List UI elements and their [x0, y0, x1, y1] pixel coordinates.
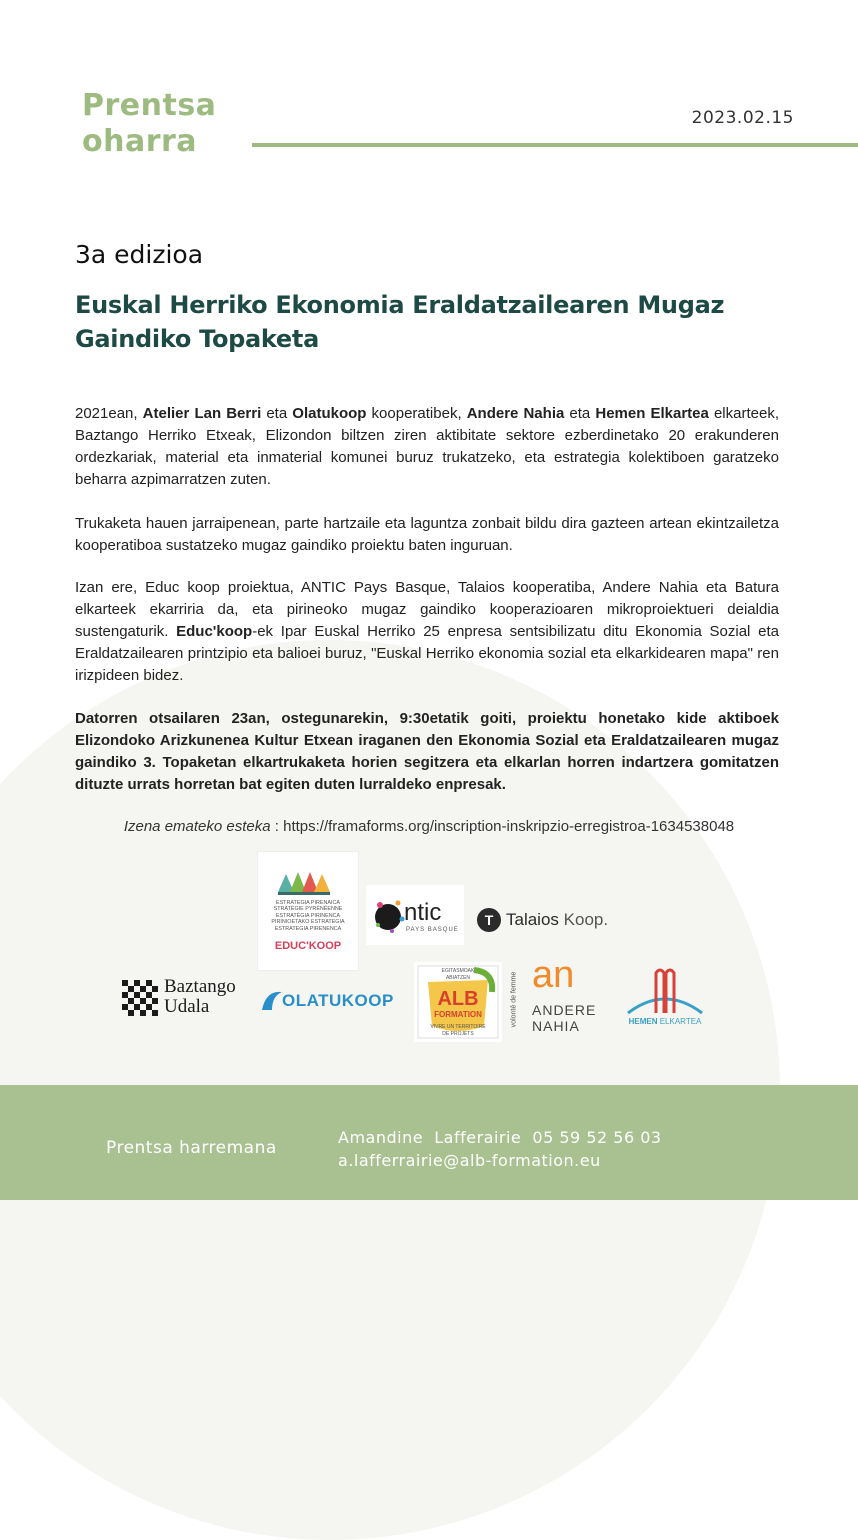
hemen-bold: HEMEN — [628, 1017, 658, 1026]
p1-text: eta — [564, 405, 596, 422]
andere-line-1: ANDERE — [532, 1002, 597, 1018]
andere-vertical: volonté de femme — [510, 971, 518, 1028]
andere-line-2: NAHIA — [532, 1018, 580, 1034]
title-line-2: oharra — [82, 124, 198, 159]
heading-line-2: Gaindiko Topaketa — [75, 325, 319, 353]
alb-sub: FORMATION — [434, 1010, 482, 1019]
educ-line: ESTRATÈGIA PIRINENCA — [275, 912, 341, 919]
baztango-udala-logo — [120, 975, 260, 1025]
p3-text: -ek Ipar Euskal Herriko 25 enpresa sentsibilizatu ditu Ekonomia Sozial eta Eraldatzailearen printzipio eta balioei buruz, "Euskal Herriko ekonomia sozial eta elkarkidearen mapa" ren irizpideen bidez. — [75, 623, 779, 684]
main-heading — [75, 288, 775, 356]
alb-name: ALB — [437, 988, 479, 1010]
talaios-suffix: Koop. — [558, 910, 609, 929]
p1-text: kooperatibek, — [366, 405, 467, 422]
baztan-checkered-icon — [122, 980, 158, 1020]
paragraph-1 — [75, 403, 779, 491]
p3-bold-educkoop: Educ'koop — [176, 623, 253, 640]
footer-contact — [338, 1126, 662, 1172]
p3-text: Izan ere, Educ koop proiektua, ANTIC Pays Basque, Talaios kooperatiba, Andere Nahia eta Batura elkarteek ekarriria da, eta pirineoko mugaz gaindiko kooperazioaren mikroproiektueri deialdia sustengaturik. — [75, 579, 779, 640]
contact-email[interactable]: a.lafferrairie@alb-formation.eu — [338, 1151, 601, 1170]
paragraph-3 — [75, 577, 779, 687]
antic-name: ntic — [404, 899, 442, 926]
svg-text:T: T — [484, 912, 494, 928]
alb-arc-3: VIVRE UN TERRITOIRE — [430, 1024, 486, 1030]
edition-label: 3a edizioa — [75, 240, 204, 269]
talaios-icon — [476, 907, 502, 933]
p1-bold-andere: Andere Nahia — [466, 405, 565, 422]
hemen-arches-icon — [620, 965, 710, 1015]
educ-line: ESTRATEGIA PIRENENCA — [274, 925, 342, 932]
alb-arc-1: EGITASMOAK — [441, 968, 475, 974]
talaios-name: Talaios — [506, 910, 559, 929]
registration-link-line — [0, 818, 858, 835]
educ-line: STRATÉGIE PYRÉNÉENNE — [273, 906, 343, 913]
link-separator: : — [270, 818, 284, 835]
hemen-rest: ELKARTEA — [657, 1017, 702, 1026]
paragraph-4: Datorren otsailaren 23an, ostegunarekin, 9:30etatik goiti, proiektu honetako kide aktiboek Elizondoko Arizkunenea Kultur Etxean iraganen den Ekonomia Sozial eta Eraldatzailearen mugaz gaindiko 3. Topaketan elkartrukaketa horien segitzera eta elkarlan horren indartzera gomitatzen dituzte urrats horretan bat egiten duten lurraldeko enpresak. — [75, 710, 779, 793]
antic-logo — [366, 885, 464, 945]
p1-bold-hemen: Hemen Elkartea — [595, 405, 709, 422]
p1-text: elkarteek, Baztango Herriko Etxeak, Elizondon biltzen ziren aktibitate sektore ezberdinetako 20 erakunderen ordezkariak, material eta inmaterial komunei buruz trukatzeko, eta estrategia kolektiboen garatzeko beharra azpimarratzen zuten. — [75, 405, 780, 488]
registration-link-label: Izena emateko esteka — [123, 818, 271, 835]
p1-text: 2021ean, — [75, 405, 143, 422]
alb-arc-4: DE PROJETS — [442, 1031, 474, 1037]
paragraph-2: Trukaketa hauen jarraipenean, parte hartzaile eta laguntza zonbait bildu dira gazteen artean ekintzailetza kooperatiboa sustatzeko mugaz gaindiko proiektu baten inguruan. — [75, 515, 779, 554]
andere-mark: an — [532, 954, 575, 996]
alb-arc-2: ABIATZEN — [445, 975, 471, 981]
baztan-line-2: Udala — [164, 996, 210, 1017]
contact-name-phone: Amandine Lafferairie 05 59 52 56 03 — [338, 1128, 662, 1147]
talaios-logo — [476, 905, 626, 935]
hemen-elkartea-logo — [620, 965, 710, 1035]
p1-bold-olatukoop: Olatukoop — [292, 405, 367, 422]
footer-press-contact-label: Prentsa harremana — [106, 1138, 277, 1158]
heading-line-1: Euskal Herriko Ekonomia Eraldatzailearen Mugaz — [75, 291, 725, 319]
educ-line: ESTRATEGIA PIRENAICA — [275, 900, 340, 906]
educkoop-logo — [258, 852, 358, 970]
educ-line: PIRINIOETAKO ESTRATEGIA — [271, 919, 345, 926]
andere-nahia-logo — [510, 954, 610, 1042]
header-divider — [252, 143, 858, 147]
registration-link[interactable]: https://framaforms.org/inscription-inskripzio-erregistroa-1634538048 — [283, 818, 735, 835]
alb-formation-logo — [414, 962, 502, 1042]
p1-text: eta — [261, 405, 293, 422]
title-line-1: Prentsa — [82, 88, 217, 123]
olatukoop-name: OLATUKOOP — [282, 991, 394, 1010]
olatukoop-logo — [260, 980, 400, 1022]
educkoop-name: EDUC'KOOP — [274, 940, 342, 952]
release-date: 2023.02.15 — [691, 108, 794, 128]
antic-sub: PAYS BASQUE — [406, 927, 459, 933]
press-release-title — [82, 88, 216, 160]
p1-bold-atelier: Atelier Lan Berri — [142, 405, 262, 422]
baztan-line-1: Baztango — [164, 976, 236, 997]
